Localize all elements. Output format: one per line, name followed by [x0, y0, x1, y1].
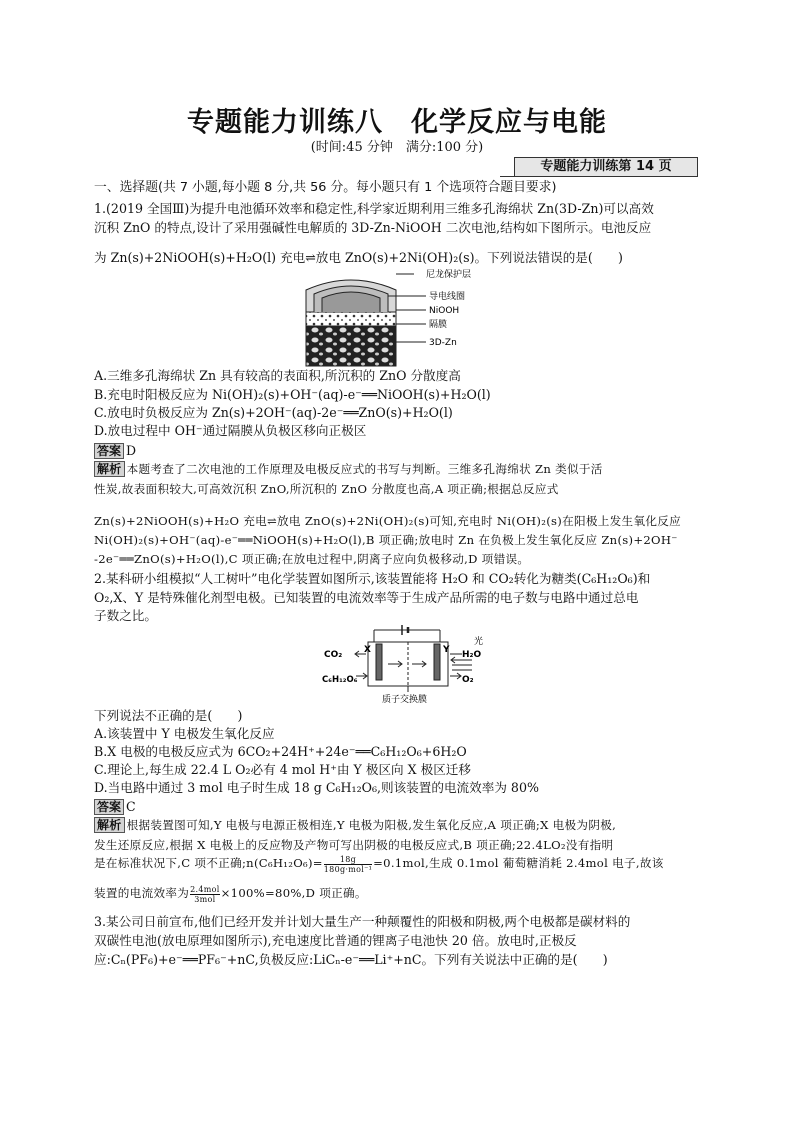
q1-explanation-5: -2e⁻══ZnO(s)+H₂O(l),C 项正确;在放电过程中,阴离子应向负极移动,D 项错误。	[94, 552, 530, 566]
q2-exp-4a: 装置的电流效率为	[94, 886, 190, 900]
fig1-label-3: 隔膜	[429, 320, 448, 330]
q2-exp-3b: =0.1mol,生成 0.1mol 葡萄糖消耗 2.4mol 电子,故该	[373, 856, 664, 870]
fraction-mass	[324, 855, 372, 874]
fig2-o2-label: O₂	[462, 675, 474, 685]
q3-line-2: 双碳性电池(放电原理如图所示),充电速度比普通的锂离子电池快 20 倍。放电时,正极反	[94, 933, 577, 948]
artificial-leaf-diagram	[322, 624, 492, 706]
fraction-num: 18g	[324, 855, 372, 865]
fraction-den: 180g·mol⁻¹	[323, 864, 373, 874]
q2-answer	[94, 797, 704, 816]
q2-option-d: D.当电路中通过 3 mol 电子时生成 18 g C₆H₁₂O₆,则该装置的电流效率为 80%	[94, 780, 539, 795]
q2-stem: 下列说法不正确的是( )	[94, 708, 243, 723]
q2-explanation-2: 发生还原反应,根据 X 电极上的反应物及产物可写出阴极的电极反应式,B 项正确;22.4LO₂没有指明	[94, 838, 614, 852]
q1-line-1: 1.(2019 全国Ⅲ)为提升电池循环效率和稳定性,科学家近期利用三维多孔海绵状 Zn(3D-Zn)可以高效	[94, 201, 654, 216]
explanation-label: 解析	[94, 817, 125, 833]
q1-answer	[94, 441, 704, 460]
fig1-label-2: NiOOH	[429, 306, 460, 316]
q1-option-a: A.三维多孔海绵状 Zn 具有较高的表面积,所沉积的 ZnO 分散度高	[94, 368, 461, 383]
q2-line-3: 子数之比。	[94, 608, 157, 623]
fig1-label-1: 导电线圈	[429, 292, 466, 302]
section-heading: 一、选择题(共 7 小题,每小题 8 分,共 56 分。每小题只有 1 个选项符合题目要求)	[94, 180, 557, 195]
q1-explanation-4: Ni(OH)₂(s)+OH⁻(aq)-e⁻══NiOOH(s)+H₂O(l),B 项正确;放电时 Zn 在负极上发生氧化反应 Zn(s)+2OH⁻	[94, 533, 678, 547]
q1-option-b: B.充电时阳极反应为 Ni(OH)₂(s)+OH⁻(aq)-e⁻══NiOOH(s)+H₂O(l)	[94, 387, 491, 402]
q1-explanation-3: Zn(s)+2NiOOH(s)+H₂O 充电⇌放电 ZnO(s)+2Ni(OH)₂(s)可知,充电时 Ni(OH)₂(s)在阳极上发生氧化反应	[94, 514, 682, 528]
tag-underline	[500, 176, 696, 177]
answer-label: 答案	[94, 443, 124, 459]
fraction-num: 2.4mol	[190, 884, 220, 894]
q2-option-a: A.该装置中 Y 电极发生氧化反应	[94, 726, 275, 741]
fig2-y-label: Y	[443, 645, 450, 655]
fig2-glucose-label: C₆H₁₂O₆	[322, 675, 358, 685]
fig1-label-top: 尼龙保护层	[426, 270, 472, 280]
fraction-den: 3mol	[194, 894, 216, 904]
q1-exp-text-1: 本题考查了二次电池的工作原理及电极反应式的书写与判断。三维多孔海绵状 Zn 类似于活	[126, 462, 603, 476]
q3-line-1: 3.某公司日前宣布,他们已经开发并计划大量生产一种颠覆性的阳极和阴极,两个电极都是碳材料的	[94, 914, 631, 929]
q1-answer-value: D	[126, 443, 137, 458]
q2-exp-3a: 是在标准状况下,C 项不正确;n(C₆H₁₂O₆)=	[94, 856, 323, 870]
fig2-light-label: 光	[474, 637, 484, 647]
q1-line-3: 为 Zn(s)+2NiOOH(s)+H₂O(l) 充电⇌放电 ZnO(s)+2Ni(OH)₂(s)。下列说法错误的是( )	[94, 250, 623, 265]
q2-explanation-1	[94, 816, 704, 835]
battery-structure-diagram	[296, 266, 506, 374]
q2-exp-4b: ×100%=80%,D 项正确。	[220, 886, 367, 900]
answer-label: 答案	[94, 799, 124, 815]
fraction-efficiency	[190, 885, 219, 904]
q1-line-2: 沉积 ZnO 的特点,设计了采用强碱性电解质的 3D-Zn-NiOOH 二次电池,结构如下图所示。电池反应	[94, 220, 652, 235]
q1-explanation-2: 性炭,故表面积较大,可高效沉积 ZnO,所沉积的 ZnO 分散度也高,A 项正确;根据总反应式	[94, 482, 559, 496]
q2-explanation-3	[94, 854, 704, 874]
q1-option-c: C.放电时负极反应为 Zn(s)+2OH⁻(aq)-2e⁻══ZnO(s)+H₂O(l)	[94, 405, 453, 420]
fig2-x-label: X	[364, 645, 371, 655]
q2-option-c: C.理论上,每生成 22.4 L O₂必有 4 mol H⁺由 Y 极区向 X 极区迁移	[94, 762, 471, 777]
q3-line-3: 应:Cₙ(PF₆)+e⁻══PF₆⁻+nC,负极反应:LiCₙ-e⁻══Li⁺+nC。下列有关说法中正确的是( )	[94, 952, 608, 967]
q2-line-2: O₂,X、Y 是特殊催化剂型电极。已知装置的电流效率等于生成产品所需的电子数与电路中通过总电	[94, 590, 639, 605]
q2-option-b: B.X 电极的电极反应式为 6CO₂+24H⁺+24e⁻══C₆H₁₂O₆+6H₂O	[94, 744, 467, 759]
page-subtitle: (时间:45 分钟 满分:100 分)	[310, 140, 484, 155]
q1-explanation-1	[94, 460, 704, 479]
q2-line-1: 2.某科研小组模拟“人工树叶”电化学装置如图所示,该装置能将 H₂O 和 CO₂转化为糖类(C₆H₁₂O₆)和	[94, 571, 651, 586]
q2-exp-text-1: 根据装置图可知,Y 电极与电源正极相连,Y 电极为阳极,发生氧化反应,A 项正确;X 电极为阴极,	[126, 818, 617, 832]
fig2-membrane-label: 质子交换膜	[382, 695, 428, 705]
fig2-h2o-label: H₂O	[462, 650, 482, 660]
exercise-page-tag: 专题能力训练第 14 页	[514, 157, 698, 177]
fig2-co2-label: CO₂	[324, 650, 343, 660]
explanation-label: 解析	[94, 461, 125, 477]
q2-answer-value: C	[126, 799, 136, 814]
q2-explanation-4	[94, 884, 704, 904]
q1-option-d: D.放电过程中 OH⁻通过隔膜从负极区移向正极区	[94, 423, 367, 438]
page-title: 专题能力训练八 化学反应与电能	[187, 107, 607, 138]
fig1-label-4: 3D-Zn	[429, 338, 457, 348]
